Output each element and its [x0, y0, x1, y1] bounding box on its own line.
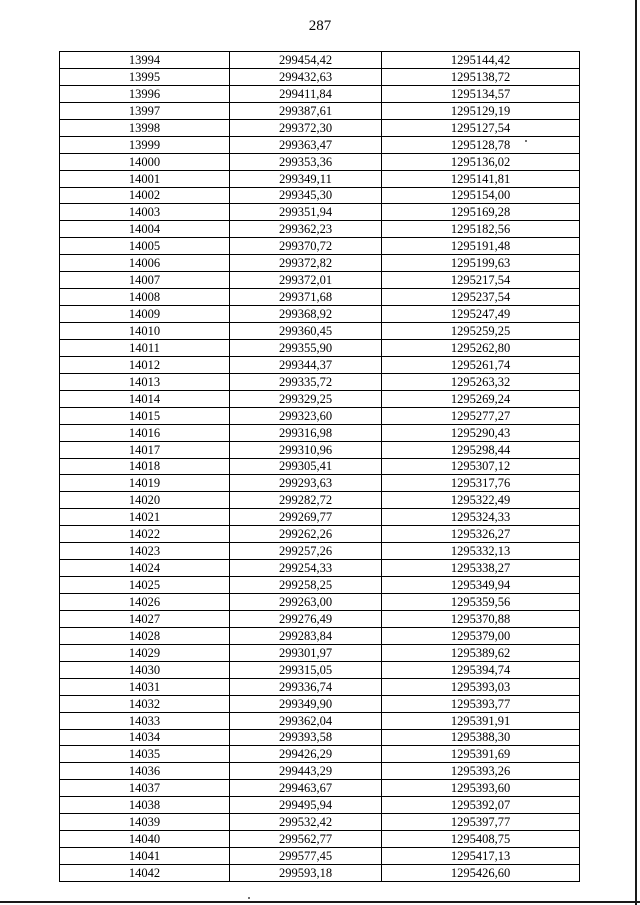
point-number-cell: 14026 [60, 594, 230, 611]
x-coordinate-cell: 299283,84 [230, 627, 382, 644]
x-coordinate-cell: 299371,68 [230, 289, 382, 306]
point-number-cell: 14023 [60, 543, 230, 560]
y-coordinate-cell: 1295127,54 [382, 119, 580, 136]
y-coordinate-cell: 1295324,33 [382, 509, 580, 526]
table-row [60, 289, 580, 306]
x-coordinate-cell: 299454,42 [230, 52, 382, 69]
x-coordinate-cell: 299310,96 [230, 441, 382, 458]
x-coordinate-cell: 299372,82 [230, 255, 382, 272]
y-coordinate-cell: 1295379,00 [382, 627, 580, 644]
y-coordinate-cell: 1295262,80 [382, 339, 580, 356]
point-number-cell: 14037 [60, 780, 230, 797]
point-number-cell: 14001 [60, 170, 230, 187]
point-number-cell: 14035 [60, 746, 230, 763]
table-row [60, 763, 580, 780]
table-row [60, 52, 580, 69]
y-coordinate-cell: 1295393,60 [382, 780, 580, 797]
y-coordinate-cell: 1295417,13 [382, 848, 580, 865]
point-number-cell: 14019 [60, 475, 230, 492]
point-number-cell: 14014 [60, 390, 230, 407]
table-row [60, 695, 580, 712]
x-coordinate-cell: 299262,26 [230, 526, 382, 543]
point-number-cell: 14022 [60, 526, 230, 543]
y-coordinate-cell: 1295393,26 [382, 763, 580, 780]
table-row [60, 356, 580, 373]
point-number-cell: 14029 [60, 644, 230, 661]
point-number-cell: 13999 [60, 136, 230, 153]
table-row [60, 85, 580, 102]
table-row [60, 119, 580, 136]
x-coordinate-cell: 299495,94 [230, 797, 382, 814]
x-coordinate-cell: 299355,90 [230, 339, 382, 356]
table-row [60, 661, 580, 678]
x-coordinate-cell: 299336,74 [230, 678, 382, 695]
table-row [60, 543, 580, 560]
y-coordinate-cell: 1295332,13 [382, 543, 580, 560]
y-coordinate-cell: 1295199,63 [382, 255, 580, 272]
x-coordinate-cell: 299323,60 [230, 407, 382, 424]
y-coordinate-cell: 1295391,91 [382, 712, 580, 729]
x-coordinate-cell: 299532,42 [230, 814, 382, 831]
table-row [60, 102, 580, 119]
point-number-cell: 14031 [60, 678, 230, 695]
y-coordinate-cell: 1295391,69 [382, 746, 580, 763]
scan-edge-right [635, 0, 637, 905]
point-number-cell: 14006 [60, 255, 230, 272]
scan-speck [248, 897, 250, 899]
table-row [60, 407, 580, 424]
coordinates-table-body [60, 52, 580, 882]
table-row [60, 272, 580, 289]
x-coordinate-cell: 299282,72 [230, 492, 382, 509]
x-coordinate-cell: 299269,77 [230, 509, 382, 526]
y-coordinate-cell: 1295269,24 [382, 390, 580, 407]
table-row [60, 492, 580, 509]
x-coordinate-cell: 299305,41 [230, 458, 382, 475]
y-coordinate-cell: 1295389,62 [382, 644, 580, 661]
x-coordinate-cell: 299349,11 [230, 170, 382, 187]
x-coordinate-cell: 299345,30 [230, 187, 382, 204]
x-coordinate-cell: 299276,49 [230, 610, 382, 627]
y-coordinate-cell: 1295263,32 [382, 373, 580, 390]
y-coordinate-cell: 1295237,54 [382, 289, 580, 306]
x-coordinate-cell: 299463,67 [230, 780, 382, 797]
y-coordinate-cell: 1295392,07 [382, 797, 580, 814]
x-coordinate-cell: 299387,61 [230, 102, 382, 119]
x-coordinate-cell: 299316,98 [230, 424, 382, 441]
point-number-cell: 13995 [60, 68, 230, 85]
point-number-cell: 14042 [60, 865, 230, 882]
table-row [60, 848, 580, 865]
y-coordinate-cell: 1295338,27 [382, 560, 580, 577]
x-coordinate-cell: 299443,29 [230, 763, 382, 780]
x-coordinate-cell: 299301,97 [230, 644, 382, 661]
x-coordinate-cell: 299432,63 [230, 68, 382, 85]
x-coordinate-cell: 299353,36 [230, 153, 382, 170]
point-number-cell: 14003 [60, 204, 230, 221]
x-coordinate-cell: 299370,72 [230, 238, 382, 255]
table-row [60, 458, 580, 475]
y-coordinate-cell: 1295136,02 [382, 153, 580, 170]
table-row [60, 627, 580, 644]
table-row [60, 814, 580, 831]
point-number-cell: 14021 [60, 509, 230, 526]
y-coordinate-cell: 1295259,25 [382, 323, 580, 340]
y-coordinate-cell: 1295408,75 [382, 831, 580, 848]
point-number-cell: 14002 [60, 187, 230, 204]
point-number-cell: 14005 [60, 238, 230, 255]
x-coordinate-cell: 299593,18 [230, 865, 382, 882]
y-coordinate-cell: 1295169,28 [382, 204, 580, 221]
point-number-cell: 14017 [60, 441, 230, 458]
table-row [60, 509, 580, 526]
x-coordinate-cell: 299360,45 [230, 323, 382, 340]
coordinates-table-wrapper [59, 51, 579, 882]
point-number-cell: 13994 [60, 52, 230, 69]
point-number-cell: 14007 [60, 272, 230, 289]
point-number-cell: 14013 [60, 373, 230, 390]
table-row [60, 831, 580, 848]
point-number-cell: 14024 [60, 560, 230, 577]
table-row [60, 644, 580, 661]
point-number-cell: 14041 [60, 848, 230, 865]
x-coordinate-cell: 299411,84 [230, 85, 382, 102]
point-number-cell: 14032 [60, 695, 230, 712]
table-row [60, 339, 580, 356]
point-number-cell: 14018 [60, 458, 230, 475]
y-coordinate-cell: 1295134,57 [382, 85, 580, 102]
table-row [60, 865, 580, 882]
point-number-cell: 14009 [60, 306, 230, 323]
y-coordinate-cell: 1295138,72 [382, 68, 580, 85]
point-number-cell: 14008 [60, 289, 230, 306]
point-number-cell: 14034 [60, 729, 230, 746]
table-row [60, 153, 580, 170]
coordinates-table [59, 51, 580, 882]
point-number-cell: 14010 [60, 323, 230, 340]
table-row [60, 610, 580, 627]
x-coordinate-cell: 299293,63 [230, 475, 382, 492]
point-number-cell: 13996 [60, 85, 230, 102]
y-coordinate-cell: 1295129,19 [382, 102, 580, 119]
x-coordinate-cell: 299315,05 [230, 661, 382, 678]
table-row [60, 475, 580, 492]
table-row [60, 390, 580, 407]
x-coordinate-cell: 299393,58 [230, 729, 382, 746]
table-row [60, 729, 580, 746]
table-row [60, 373, 580, 390]
x-coordinate-cell: 299372,30 [230, 119, 382, 136]
y-coordinate-cell: 1295182,56 [382, 221, 580, 238]
x-coordinate-cell: 299351,94 [230, 204, 382, 221]
x-coordinate-cell: 299577,45 [230, 848, 382, 865]
table-row [60, 255, 580, 272]
table-row [60, 441, 580, 458]
point-number-cell: 14015 [60, 407, 230, 424]
table-row [60, 136, 580, 153]
point-number-cell: 14011 [60, 339, 230, 356]
x-coordinate-cell: 299368,92 [230, 306, 382, 323]
y-coordinate-cell: 1295370,88 [382, 610, 580, 627]
table-row [60, 424, 580, 441]
point-number-cell: 14028 [60, 627, 230, 644]
scan-edge-bottom [0, 901, 640, 903]
y-coordinate-cell: 1295144,42 [382, 52, 580, 69]
y-coordinate-cell: 1295349,94 [382, 577, 580, 594]
y-coordinate-cell: 1295128,78 [382, 136, 580, 153]
y-coordinate-cell: 1295326,27 [382, 526, 580, 543]
point-number-cell: 13998 [60, 119, 230, 136]
table-row [60, 746, 580, 763]
y-coordinate-cell: 1295247,49 [382, 306, 580, 323]
x-coordinate-cell: 299426,29 [230, 746, 382, 763]
point-number-cell: 14012 [60, 356, 230, 373]
y-coordinate-cell: 1295298,44 [382, 441, 580, 458]
y-coordinate-cell: 1295217,54 [382, 272, 580, 289]
y-coordinate-cell: 1295290,43 [382, 424, 580, 441]
x-coordinate-cell: 299372,01 [230, 272, 382, 289]
table-row [60, 780, 580, 797]
page-number: 287 [308, 18, 332, 34]
table-row [60, 594, 580, 611]
y-coordinate-cell: 1295397,77 [382, 814, 580, 831]
table-row [60, 678, 580, 695]
y-coordinate-cell: 1295191,48 [382, 238, 580, 255]
table-row [60, 68, 580, 85]
table-row [60, 204, 580, 221]
x-coordinate-cell: 299254,33 [230, 560, 382, 577]
point-number-cell: 14039 [60, 814, 230, 831]
point-number-cell: 14040 [60, 831, 230, 848]
table-row [60, 526, 580, 543]
y-coordinate-cell: 1295359,56 [382, 594, 580, 611]
y-coordinate-cell: 1295426,60 [382, 865, 580, 882]
table-row [60, 221, 580, 238]
point-number-cell: 13997 [60, 102, 230, 119]
point-number-cell: 14020 [60, 492, 230, 509]
point-number-cell: 14027 [60, 610, 230, 627]
table-row [60, 560, 580, 577]
table-row [60, 187, 580, 204]
x-coordinate-cell: 299257,26 [230, 543, 382, 560]
table-row [60, 238, 580, 255]
x-coordinate-cell: 299363,47 [230, 136, 382, 153]
y-coordinate-cell: 1295322,49 [382, 492, 580, 509]
point-number-cell: 14036 [60, 763, 230, 780]
table-row [60, 712, 580, 729]
y-coordinate-cell: 1295317,76 [382, 475, 580, 492]
y-coordinate-cell: 1295388,30 [382, 729, 580, 746]
table-row [60, 306, 580, 323]
x-coordinate-cell: 299258,25 [230, 577, 382, 594]
point-number-cell: 14038 [60, 797, 230, 814]
table-row [60, 797, 580, 814]
y-coordinate-cell: 1295154,00 [382, 187, 580, 204]
y-coordinate-cell: 1295277,27 [382, 407, 580, 424]
x-coordinate-cell: 299329,25 [230, 390, 382, 407]
x-coordinate-cell: 299362,23 [230, 221, 382, 238]
point-number-cell: 14016 [60, 424, 230, 441]
point-number-cell: 14030 [60, 661, 230, 678]
y-coordinate-cell: 1295394,74 [382, 661, 580, 678]
y-coordinate-cell: 1295261,74 [382, 356, 580, 373]
table-row [60, 170, 580, 187]
x-coordinate-cell: 299362,04 [230, 712, 382, 729]
y-coordinate-cell: 1295307,12 [382, 458, 580, 475]
x-coordinate-cell: 299349,90 [230, 695, 382, 712]
table-row [60, 323, 580, 340]
x-coordinate-cell: 299263,00 [230, 594, 382, 611]
point-number-cell: 14025 [60, 577, 230, 594]
x-coordinate-cell: 299335,72 [230, 373, 382, 390]
y-coordinate-cell: 1295393,77 [382, 695, 580, 712]
x-coordinate-cell: 299344,37 [230, 356, 382, 373]
y-coordinate-cell: 1295393,03 [382, 678, 580, 695]
x-coordinate-cell: 299562,77 [230, 831, 382, 848]
point-number-cell: 14004 [60, 221, 230, 238]
table-row [60, 577, 580, 594]
y-coordinate-cell: 1295141,81 [382, 170, 580, 187]
point-number-cell: 14033 [60, 712, 230, 729]
point-number-cell: 14000 [60, 153, 230, 170]
